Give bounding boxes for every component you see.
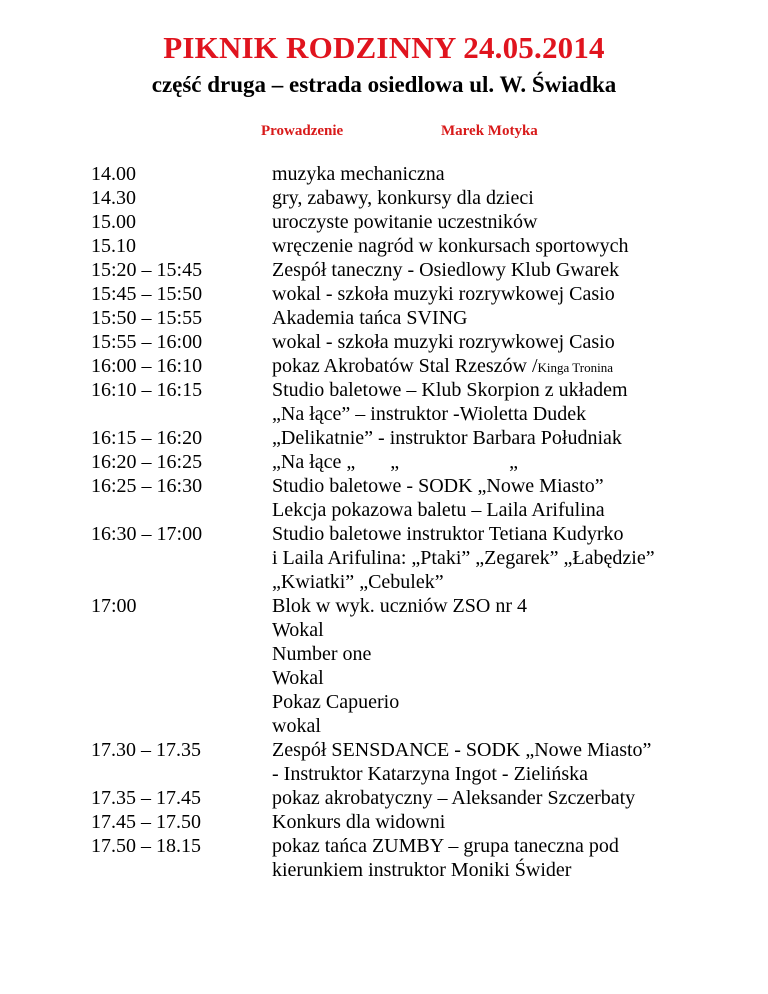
schedule-time: 15:45 – 15:50 xyxy=(91,283,203,305)
schedule-item: „Kwiatki” „Cebulek” xyxy=(272,571,444,593)
schedule-item: „Na łące” – instruktor -Wioletta Dudek xyxy=(272,403,587,425)
schedule-item: muzyka mechaniczna xyxy=(272,163,445,185)
schedule-item: Wokal xyxy=(272,667,324,689)
schedule-item: „Delikatnie” - instruktor Barbara Południak xyxy=(272,427,622,449)
schedule-item: Studio baletowe instruktor Tetiana Kudyrko xyxy=(272,523,624,545)
schedule-item: Pokaz Capuerio xyxy=(272,691,400,713)
schedule-item: Blok w wyk. uczniów ZSO nr 4 xyxy=(272,595,527,617)
schedule-item: pokaz akrobatyczny – Aleksander Szczerbaty xyxy=(272,787,636,809)
schedule-time: 17:00 xyxy=(91,595,137,617)
schedule-item xyxy=(272,354,613,380)
schedule-item: uroczyste powitanie uczestników xyxy=(272,211,538,233)
schedule-item: pokaz tańca ZUMBY – grupa taneczna pod xyxy=(272,835,619,857)
schedule-item-text: pokaz Akrobatów Stal Rzeszów / xyxy=(272,355,538,377)
page-title: PIKNIK RODZINNY 24.05.2014 xyxy=(163,30,605,65)
host-label: Prowadzenie xyxy=(261,123,344,139)
schedule-time: 15:55 – 16:00 xyxy=(91,331,203,353)
schedule-time: 17.35 – 17.45 xyxy=(91,787,201,809)
schedule-item: Wokal xyxy=(272,619,324,641)
schedule-item: Studio baletowe – Klub Skorpion z układem xyxy=(272,379,628,401)
schedule-time: 16:25 – 16:30 xyxy=(91,475,203,497)
schedule-item: Konkurs dla widowni xyxy=(272,811,446,833)
schedule-time: 17.45 – 17.50 xyxy=(91,811,201,833)
schedule-item-note: Kinga Tronina xyxy=(537,360,613,375)
schedule-item: wokal - szkoła muzyki rozrywkowej Casio xyxy=(272,331,615,353)
schedule-time: 15:50 – 15:55 xyxy=(91,307,203,329)
host-name: Marek Motyka xyxy=(441,123,538,139)
schedule-item: Zespół taneczny - Osiedlowy Klub Gwarek xyxy=(272,259,620,281)
schedule-item: Number one xyxy=(272,643,372,665)
page-subtitle: część druga – estrada osiedlowa ul. W. Świadka xyxy=(151,72,617,97)
schedule-time: 14.00 xyxy=(91,163,136,185)
schedule-item: Studio baletowe - SODK „Nowe Miasto” xyxy=(272,475,604,497)
schedule-item: - Instruktor Katarzyna Ingot - Zielińska xyxy=(272,763,589,785)
schedule-item: wokal - szkoła muzyki rozrywkowej Casio xyxy=(272,283,615,305)
schedule-item: wręczenie nagród w konkursach sportowych xyxy=(272,235,629,257)
schedule-item: wokal xyxy=(272,715,321,737)
schedule-item: Akademia tańca SVING xyxy=(272,307,468,329)
schedule-item: Lekcja pokazowa baletu – Laila Arifulina xyxy=(272,499,605,521)
schedule-time: 14.30 xyxy=(91,187,136,209)
schedule-time: 15.10 xyxy=(91,235,136,257)
schedule-time: 16:10 – 16:15 xyxy=(91,379,203,401)
schedule-time: 16:30 – 17:00 xyxy=(91,523,203,545)
schedule-time: 16:00 – 16:10 xyxy=(91,355,203,377)
schedule-time: 15:20 – 15:45 xyxy=(91,259,203,281)
schedule-time: 16:15 – 16:20 xyxy=(91,427,203,449)
schedule-item: gry, zabawy, konkursy dla dzieci xyxy=(272,187,534,209)
schedule-time: 17.30 – 17.35 xyxy=(91,739,201,761)
schedule-item: „Na łące „ „ „ xyxy=(272,451,519,473)
schedule-item: i Laila Arifulina: „Ptaki” „Zegarek” „Łabędzie” xyxy=(272,547,655,569)
schedule-time: 17.50 – 18.15 xyxy=(91,835,201,857)
schedule-time: 15.00 xyxy=(91,211,136,233)
schedule-item: kierunkiem instruktor Moniki Świder xyxy=(272,859,572,881)
schedule-item: Zespół SENSDANCE - SODK „Nowe Miasto” xyxy=(272,739,652,761)
schedule-time: 16:20 – 16:25 xyxy=(91,451,203,473)
